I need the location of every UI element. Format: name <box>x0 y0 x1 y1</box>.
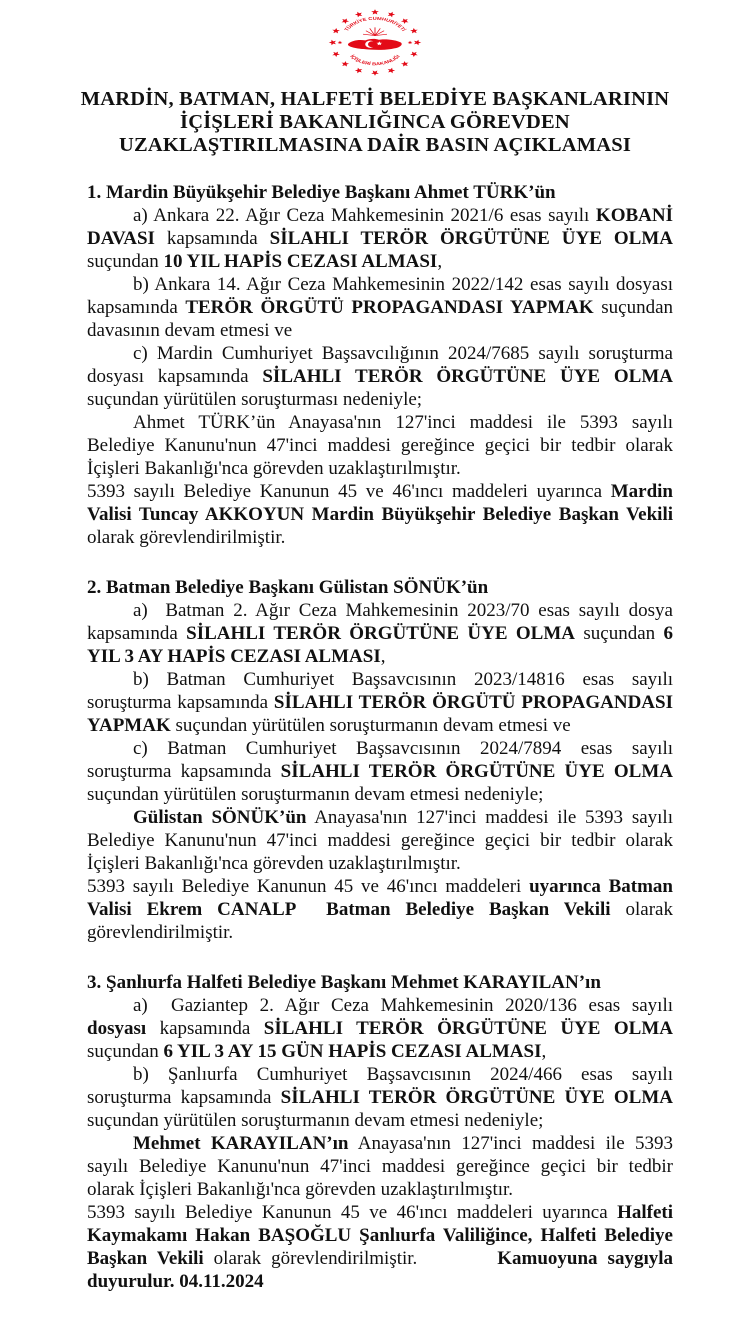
section-heading-mardin: 1. Mardin Büyükşehir Belediye Başkanı Ahmet TÜRK’ün <box>87 182 556 203</box>
text-run: , <box>380 646 386 667</box>
text-run: 6 YIL 3 AY HAPİS CEZASI ALMASI <box>87 623 673 667</box>
section-heading-halfeti: 3. Şanlıurfa Halfeti Belediye Başkanı Mehmet KARAYILAN’ın <box>87 972 601 993</box>
section-halfeti <box>87 971 673 1293</box>
text-run: SİLAHLI TERÖR ÖRGÜTÜNE ÜYE OLMA <box>280 761 674 782</box>
text-run: a) Ankara 22. Ağır Ceza Mahkemesinin 2021/6 esas sayılı <box>133 205 596 226</box>
text-run: a) Gaziantep 2. Ağır Ceza Mahkemesinin 2020/136 esas sayılı <box>133 995 673 1016</box>
text-run: SİLAHLI TERÖR ÖRGÜTÜ PROPAGANDASI YAPMAK <box>87 692 673 736</box>
text-run: kapsamında <box>146 1018 264 1039</box>
text-run: , <box>541 1041 547 1062</box>
paragraph-mardin-c <box>87 342 673 411</box>
text-run: suçundan davasının devam etmesi ve <box>87 297 673 341</box>
text-run: suçundan <box>87 1041 164 1062</box>
text-run: c) Batman Cumhuriyet Başsavcısının 2024/7894 esas sayılı soruşturma kapsamında <box>87 738 673 782</box>
paragraph-batman-appointment <box>87 875 673 944</box>
text-run: a) Batman 2. Ağır Ceza Mahkemesinin 2023/70 esas sayılı dosya kapsamında <box>87 600 673 644</box>
text-run: KOBANİ DAVASI <box>87 205 673 249</box>
text-run: suçundan yürütülen soruşturması nedeniyle; <box>87 389 423 410</box>
svg-text:TÜRKİYE CUMHURİYETİ <box>343 16 407 32</box>
text-run: suçundan yürütülen soruşturmanın devam etmesi nedeniyle; <box>87 784 544 805</box>
text-run: , <box>437 251 443 272</box>
text-run: b) Ankara 14. Ağır Ceza Mahkemesinin 2022/142 esas sayılı dosyası kapsamında <box>87 274 673 318</box>
text-run: Anayasa'nın 127'inci maddesi ile 5393 sayılı Belediye Kanunu'nun 47'inci maddesi gereğince geçici bir tedbir olarak İçişleri Bakanlığı'nca görevden uzaklaştırılmıştır. <box>87 1133 673 1200</box>
paragraph-halfeti-b <box>87 1063 673 1132</box>
text-run: dosyası <box>87 1018 147 1039</box>
seal-text-top: TÜRKİYE CUMHURİYETİ <box>343 16 407 33</box>
text-run: Gülistan SÖNÜK’ün <box>133 807 307 828</box>
paragraph-halfeti-a <box>87 994 673 1063</box>
text-run: suçundan <box>575 623 664 644</box>
text-run: suçundan yürütülen soruşturmanın devam etmesi ve <box>170 715 571 736</box>
text-run: Ahmet TÜRK’ün Anayasa'nın 127'inci maddesi ile 5393 sayılı Belediye Kanunu'nun 47'inci maddesi gereğince geçici bir tedbir olarak İçişleri Bakanlığı'nca görevden uzaklaştırılmıştır. <box>87 412 673 479</box>
paragraph-batman-a <box>87 599 673 668</box>
paragraph-batman-c <box>87 737 673 806</box>
text-run: SİLAHLI TERÖR ÖRGÜTÜNE ÜYE OLMA <box>269 228 673 249</box>
ministry-seal-logo <box>327 8 423 77</box>
text-run: suçundan <box>87 251 164 272</box>
seal-turkey-map <box>348 39 402 50</box>
press-release-title <box>0 88 750 157</box>
text-run: SİLAHLI TERÖR ÖRGÜTÜNE ÜYE OLMA <box>263 1018 673 1039</box>
text-run: suçundan yürütülen soruşturmanın devam etmesi nedeniyle; <box>87 1110 544 1131</box>
section-mardin <box>87 181 673 549</box>
svg-text:İÇİŞLERİ BAKANLIĞI <box>348 54 402 67</box>
text-run: SİLAHLI TERÖR ÖRGÜTÜNE ÜYE OLMA <box>262 366 673 387</box>
text-run: olarak görevlendirilmiştir. <box>203 1248 498 1269</box>
paragraph-batman-b <box>87 668 673 737</box>
text-run: 5393 sayılı Belediye Kanunun 45 ve 46'ıncı maddeleri uyarınca <box>87 481 611 502</box>
paragraph-batman-removal <box>87 806 673 875</box>
text-run: Mehmet KARAYILAN’ın <box>133 1133 349 1154</box>
text-run: Anayasa'nın 127'inci maddesi ile 5393 sayılı Belediye Kanunu'nun 47'inci maddesi gereğince geçici bir tedbir olarak İçişleri Bakanlığı'nca görevden uzaklaştırılmıştır. <box>87 807 673 874</box>
paragraph-mardin-appointment <box>87 480 673 549</box>
text-run: b) Batman Cumhuriyet Başsavcısının 2023/14816 esas sayılı soruşturma kapsamında <box>87 669 673 713</box>
text-run: Halfeti Kaymakamı Hakan BAŞOĞLU Şanlıurfa Valiliğince, Halfeti Belediye Başkan Vekili <box>87 1202 673 1269</box>
title-line-3: UZAKLAŞTIRILMASINA DAİR BASIN AÇIKLAMASI <box>118 134 632 156</box>
text-run: olarak görevlendirilmiştir. <box>87 899 673 943</box>
text-run: olarak görevlendirilmiştir. <box>87 527 286 548</box>
text-run: uyarınca Batman Valisi Ekrem CANALP Batman Belediye Başkan Vekili <box>87 876 673 920</box>
section-batman <box>87 576 673 944</box>
paragraph-mardin-a <box>87 204 673 273</box>
paragraph-mardin-b <box>87 273 673 342</box>
section-heading-batman: 2. Batman Belediye Başkanı Gülistan SÖNÜK’ün <box>87 577 489 598</box>
text-run: SİLAHLI TERÖR ÖRGÜTÜNE ÜYE OLMA <box>186 623 576 644</box>
text-run: c) Mardin Cumhuriyet Başsavcılığının 2024/7685 sayılı soruşturma dosyası kapsamında <box>87 343 673 387</box>
text-run: 6 YIL 3 AY 15 GÜN HAPİS CEZASI ALMASI <box>163 1041 542 1062</box>
text-run: 10 YIL HAPİS CEZASI ALMASI <box>163 251 438 272</box>
seal-text-bottom: İÇİŞLERİ BAKANLIĞI <box>348 54 402 67</box>
seal-sun-rays <box>363 27 387 35</box>
text-run: kapsamında <box>154 228 270 249</box>
title-line-2: İÇİŞLERİ BAKANLIĞINCA GÖREVDEN <box>180 111 570 133</box>
document-body <box>0 181 750 1293</box>
document-page <box>0 8 750 1332</box>
title-line-1: MARDİN, BATMAN, HALFETİ BELEDİYE BAŞKANLARININ <box>80 88 670 110</box>
text-run: Kamuoyuna saygıyla duyurulur. 04.11.2024 <box>87 1248 674 1292</box>
text-run: SİLAHLI TERÖR ÖRGÜTÜNE ÜYE OLMA <box>280 1087 674 1108</box>
text-run: TERÖR ÖRGÜTÜ PROPAGANDASI YAPMAK <box>185 297 594 318</box>
paragraph-halfeti-appointment <box>87 1201 673 1293</box>
ministry-seal-icon <box>327 8 423 77</box>
text-run: Mardin Valisi Tuncay AKKOYUN Mardin Büyükşehir Belediye Başkan Vekili <box>87 481 673 525</box>
text-run: b) Şanlıurfa Cumhuriyet Başsavcısının 2024/466 esas sayılı soruşturma kapsamında <box>87 1064 673 1108</box>
paragraph-halfeti-removal <box>87 1132 673 1201</box>
text-run: 5393 sayılı Belediye Kanunun 45 ve 46'ıncı maddeleri uyarınca <box>87 1202 618 1223</box>
paragraph-mardin-removal <box>87 411 673 480</box>
text-run: 5393 sayılı Belediye Kanunun 45 ve 46'ıncı maddeleri <box>87 876 530 897</box>
